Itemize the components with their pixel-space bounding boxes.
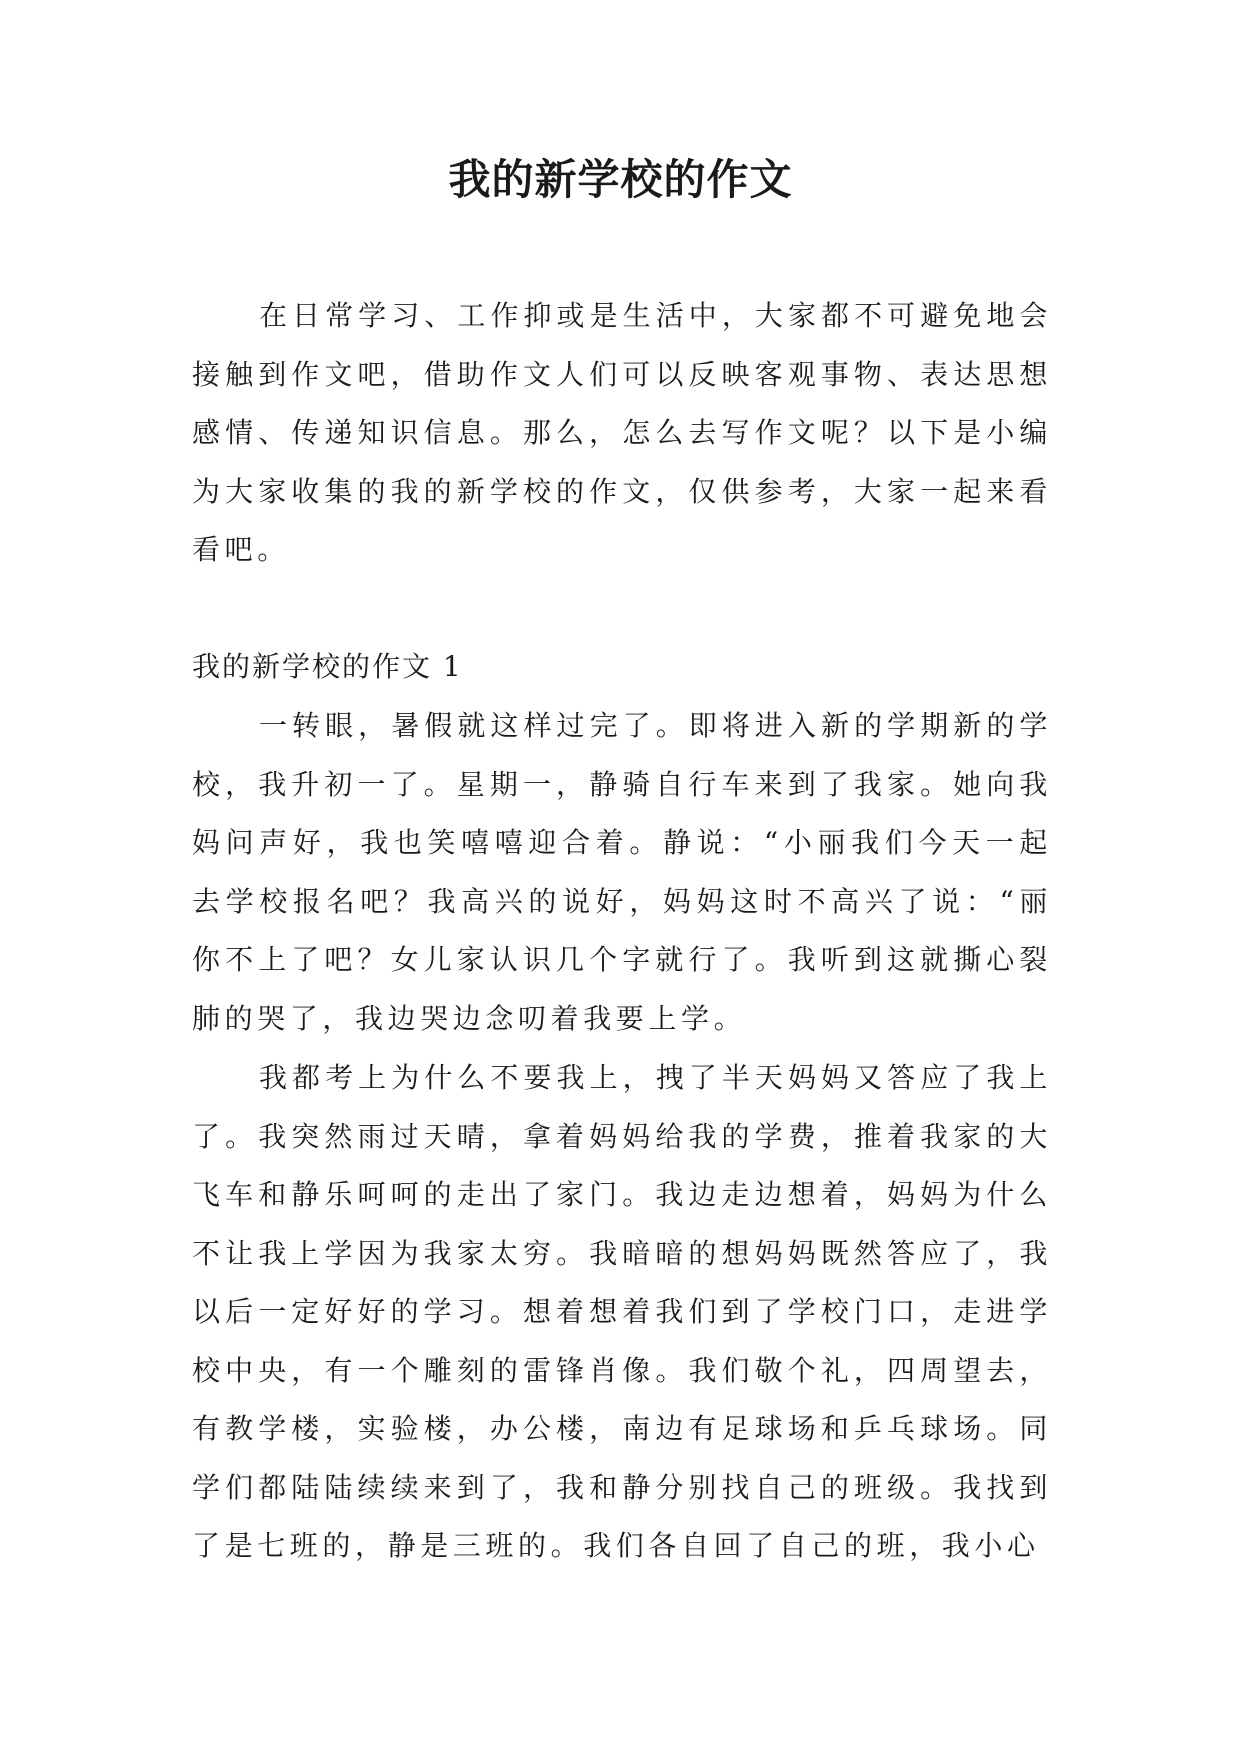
document-title: 我的新学校的作文	[448, 155, 793, 204]
intro-paragraph: 在日常学习、工作抑或是生活中，大家都不可避免地会接触到作文吧，借助作文人们可以反映客观事物、表达思想感情、传递知识信息。那么，怎么去写作文呢？以下是小编为大家收集的我的新学校的作文，仅供参考，大家一起来看看吧。	[192, 299, 1052, 566]
section-heading: 我的新学校的作文 1	[192, 650, 463, 683]
essay-paragraph-2: 我都考上为什么不要我上，拽了半天妈妈又答应了我上了。我突然雨过天晴，拿着妈妈给我的学费，推着我家的大飞车和静乐呵呵的走出了家门。我边走边想着，妈妈为什么不让我上学因为我家太穷。我暗暗的想妈妈既然答应了，我以后一定好好的学习。想着想着我们到了学校门口，走进学校中央，有一个雕刻的雷锋肖像。我们敬个礼，四周望去，有教学楼，实验楼，办公楼，南边有足球场和乒乓球场。同学们都陆陆续续来到了，我和静分别找自己的班级。我找到了是七班的，静是三班的。我们各自回了自己的班，我小心	[192, 1061, 1052, 1562]
essay-paragraph-1: 一转眼，暑假就这样过完了。即将进入新的学期新的学校，我升初一了。星期一，静骑自行车来到了我家。她向我妈问声好，我也笑嘻嘻迎合着。静说：“小丽我们今天一起去学校报名吧？我高兴的说好，妈妈这时不高兴了说：“丽你不上了吧？女儿家认识几个字就行了。我听到这就撕心裂肺的哭了，我边哭边念叨着我要上学。	[192, 709, 1052, 1035]
